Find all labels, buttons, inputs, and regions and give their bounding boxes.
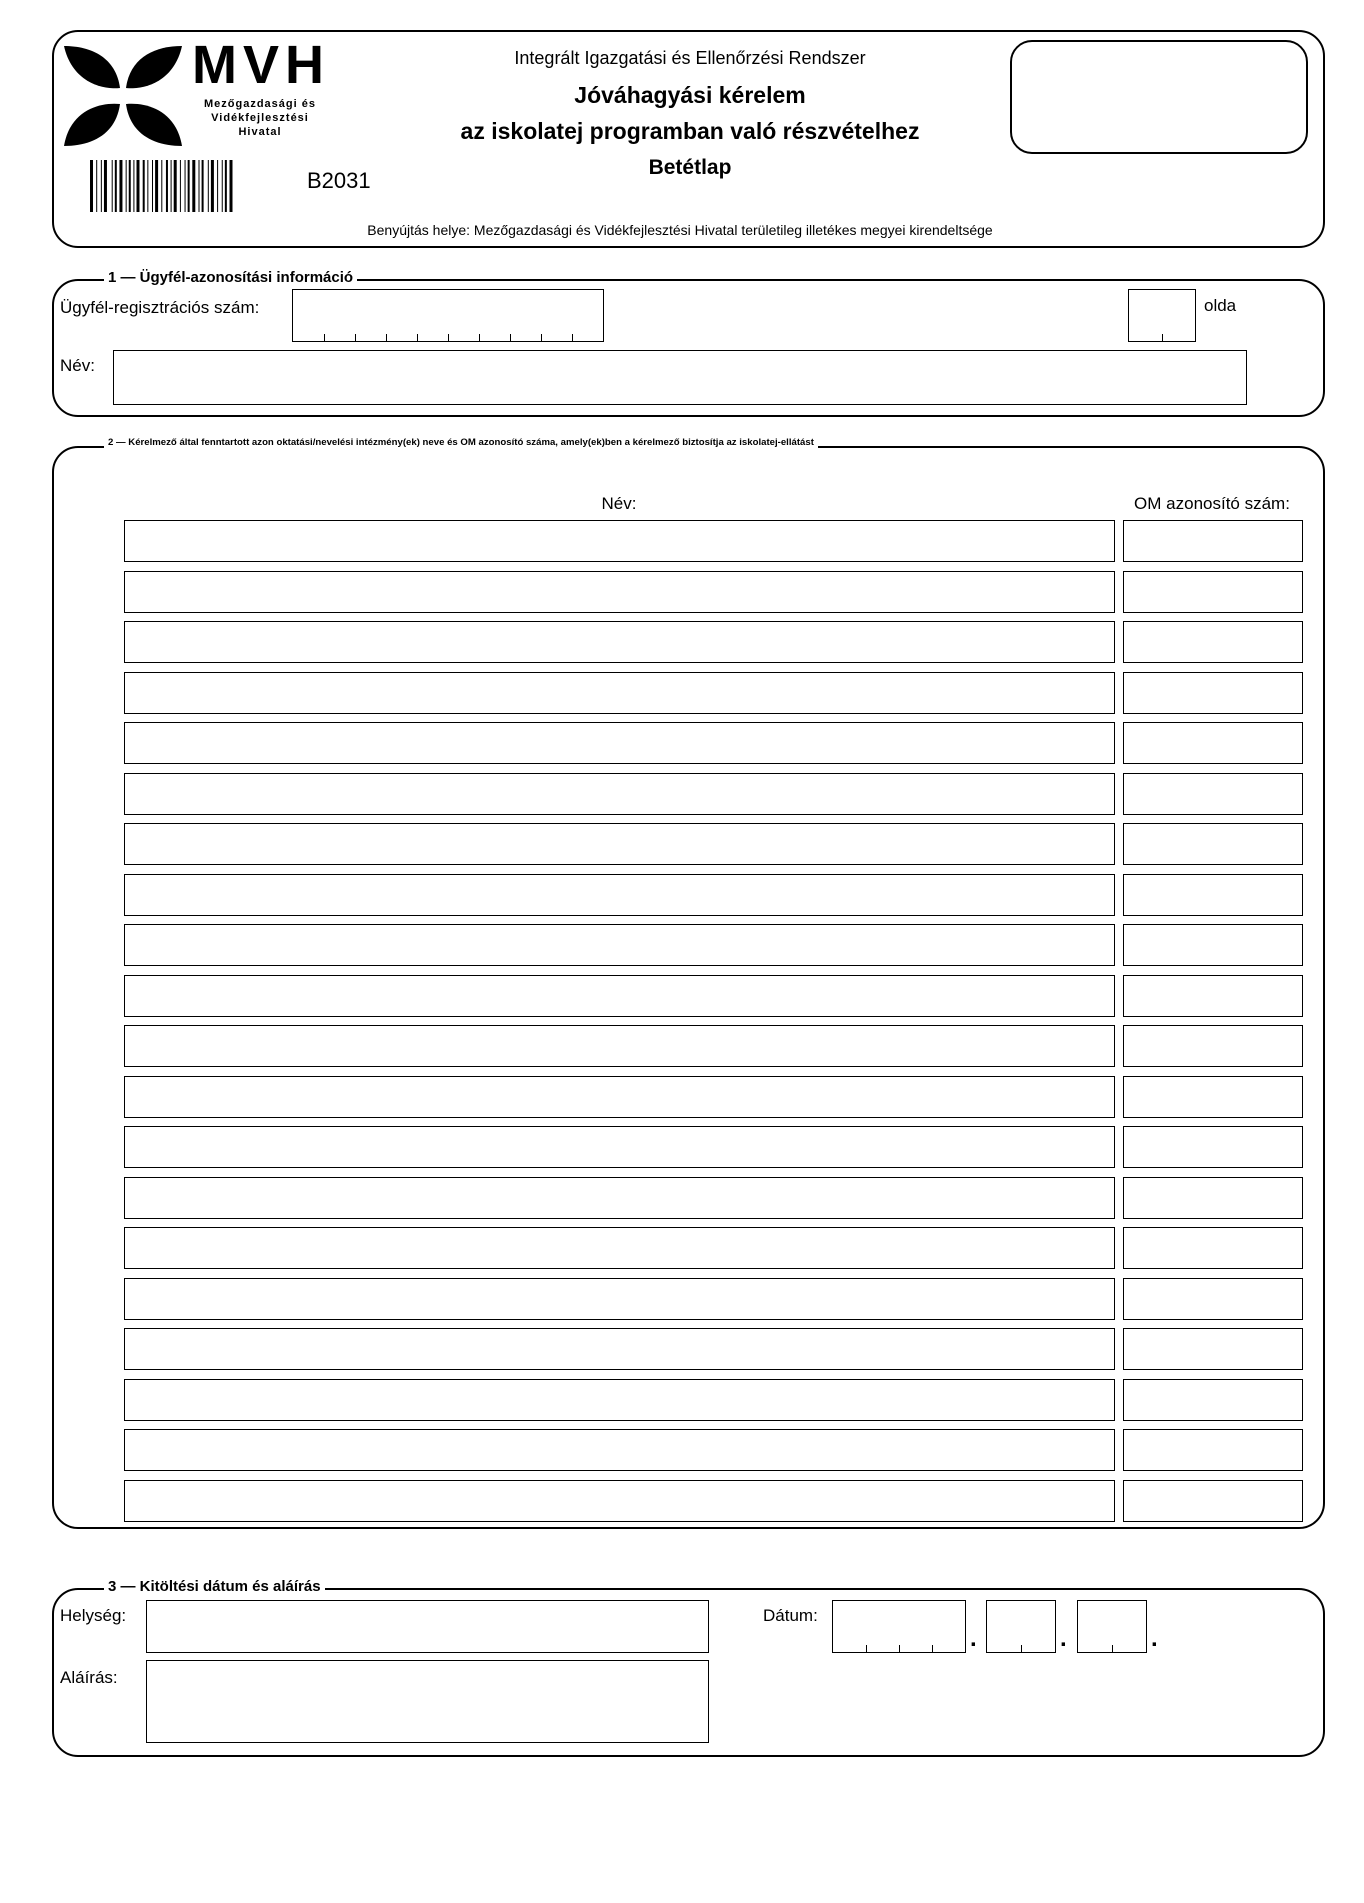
- comb-tick: [572, 334, 573, 341]
- barcode-bar: [90, 160, 93, 212]
- mvh-logo: [62, 35, 332, 149]
- barcode-bar: [166, 160, 168, 212]
- system-name: Integrált Igazgatási és Ellenőrzési Rendszer: [514, 48, 866, 68]
- page-label: olda: [1204, 296, 1237, 315]
- comb-tick: [932, 1645, 933, 1652]
- form-title-line2: az iskolatej programban való részvételhez: [460, 118, 920, 144]
- barcode-bar: [230, 160, 233, 212]
- barcode-bar: [137, 160, 140, 212]
- barcode-bar: [188, 160, 190, 212]
- institution-name-field[interactable]: [124, 975, 1115, 1017]
- submission-place: Benyújtás helye: Mezőgazdasági és Vidékfejlesztési Hivatal területileg illetékes megyei kirendeltsége: [367, 222, 993, 238]
- institution-name-field[interactable]: [124, 1429, 1115, 1471]
- barcode-bar: [133, 160, 134, 212]
- institution-name-field[interactable]: [124, 1227, 1115, 1269]
- om-id-field[interactable]: [1123, 722, 1303, 764]
- barcode-bar: [225, 160, 227, 212]
- comb-tick: [510, 334, 511, 341]
- om-id-field[interactable]: [1123, 1328, 1303, 1370]
- om-id-field[interactable]: [1123, 1126, 1303, 1168]
- comb-tick: [899, 1645, 900, 1652]
- institution-name-field[interactable]: [124, 1379, 1115, 1421]
- form-title-line1: Jóváhagyási kérelem: [574, 82, 806, 108]
- name-label: Név:: [60, 356, 95, 375]
- reg-number-label: Ügyfél-regisztrációs szám:: [60, 298, 260, 317]
- col-header-name: Név:: [601, 494, 637, 513]
- barcode-bar: [143, 160, 145, 212]
- institution-name-field[interactable]: [124, 1025, 1115, 1067]
- logo-line3: Hivatal: [238, 126, 282, 138]
- barcode-bar: [217, 160, 218, 212]
- date-label: Dátum:: [763, 1606, 818, 1625]
- form-code: B2031: [307, 168, 371, 193]
- barcode-bar: [101, 160, 102, 212]
- institution-name-field[interactable]: [124, 722, 1115, 764]
- institution-name-field[interactable]: [124, 1177, 1115, 1219]
- comb-tick: [448, 334, 449, 341]
- date-separator: .: [1151, 1625, 1158, 1652]
- om-id-field[interactable]: [1123, 1177, 1303, 1219]
- barcode-bar: [174, 160, 177, 212]
- barcode-bar: [115, 160, 117, 212]
- om-id-field[interactable]: [1123, 621, 1303, 663]
- date-month-field[interactable]: [986, 1600, 1056, 1653]
- comb-tick: [1162, 334, 1163, 341]
- om-id-field[interactable]: [1123, 874, 1303, 916]
- barcode-bar: [208, 160, 209, 212]
- om-id-field[interactable]: [1123, 975, 1303, 1017]
- date-year-field[interactable]: [832, 1600, 966, 1653]
- reg-number-field[interactable]: [292, 289, 604, 342]
- institution-name-field[interactable]: [124, 1480, 1115, 1522]
- place-label: Helység:: [60, 1606, 127, 1625]
- om-id-field[interactable]: [1123, 520, 1303, 562]
- barcode-bar: [112, 160, 113, 212]
- comb-tick: [417, 334, 418, 341]
- barcode-bar: [180, 160, 181, 212]
- barcode-bar: [161, 160, 162, 212]
- om-id-field[interactable]: [1123, 1278, 1303, 1320]
- om-id-field[interactable]: [1123, 571, 1303, 613]
- comb-tick: [541, 334, 542, 341]
- comb-tick: [324, 334, 325, 341]
- institution-name-field[interactable]: [124, 874, 1115, 916]
- mvh-leaf-icon: [62, 44, 184, 148]
- barcode-bar: [211, 160, 214, 212]
- comb-tick: [1112, 1645, 1113, 1652]
- barcode-bar: [126, 160, 127, 212]
- date-day-field[interactable]: [1077, 1600, 1147, 1653]
- place-field[interactable]: [146, 1600, 709, 1653]
- institution-name-field[interactable]: [124, 924, 1115, 966]
- date-separator: .: [1060, 1625, 1067, 1652]
- institution-name-field[interactable]: [124, 773, 1115, 815]
- barcode-bar: [199, 160, 200, 212]
- barcode-bar: [119, 160, 122, 212]
- om-id-field[interactable]: [1123, 773, 1303, 815]
- logo-line2: Vidékfejlesztési: [211, 112, 309, 124]
- om-id-field[interactable]: [1123, 1227, 1303, 1269]
- om-id-field[interactable]: [1123, 1379, 1303, 1421]
- page-number-field[interactable]: [1128, 289, 1196, 342]
- comb-tick: [866, 1645, 867, 1652]
- section1-legend: 1 — Ügyfél-azonosítási információ: [104, 270, 357, 285]
- section2-legend: 2 — Kérelmező által fenntartott azon oktatási/nevelési intézmény(ek) neve és OM azonosító száma, amely(ek)ben a kérelmező biztosítja az iskolatej-ellátást: [104, 438, 818, 448]
- barcode-bar: [185, 160, 186, 212]
- signature-label: Aláírás:: [60, 1668, 118, 1687]
- stamp-box[interactable]: [1010, 40, 1308, 154]
- om-id-field[interactable]: [1123, 1480, 1303, 1522]
- form-title-line3: Betétlap: [648, 156, 732, 179]
- om-id-field[interactable]: [1123, 924, 1303, 966]
- barcode-bar: [147, 160, 148, 212]
- barcode: [90, 160, 290, 212]
- institution-name-field[interactable]: [124, 520, 1115, 562]
- barcode-bar: [192, 160, 195, 212]
- institution-name-field[interactable]: [124, 1126, 1115, 1168]
- name-field[interactable]: [113, 350, 1247, 405]
- col-header-om: OM azonosító szám:: [1134, 494, 1290, 513]
- institution-name-field[interactable]: [124, 823, 1115, 865]
- institution-name-field[interactable]: [124, 672, 1115, 714]
- om-id-field[interactable]: [1123, 1076, 1303, 1118]
- signature-field[interactable]: [146, 1660, 709, 1743]
- institution-name-field[interactable]: [124, 621, 1115, 663]
- barcode-bar: [152, 160, 153, 212]
- comb-tick: [386, 334, 387, 341]
- institution-name-field[interactable]: [124, 1328, 1115, 1370]
- comb-tick: [1021, 1645, 1022, 1652]
- institution-name-field[interactable]: [124, 571, 1115, 613]
- barcode-bar: [129, 160, 131, 212]
- om-id-field[interactable]: [1123, 672, 1303, 714]
- section3-legend: 3 — Kitöltési dátum és aláírás: [104, 1579, 325, 1594]
- comb-tick: [479, 334, 480, 341]
- logo-acronym: MVH: [192, 35, 330, 95]
- barcode-bar: [155, 160, 158, 212]
- barcode-bar: [96, 160, 97, 212]
- date-separator: .: [970, 1625, 977, 1652]
- logo-line1: Mezőgazdasági és: [204, 98, 316, 110]
- barcode-bar: [171, 160, 172, 212]
- om-id-field[interactable]: [1123, 1429, 1303, 1471]
- comb-tick: [355, 334, 356, 341]
- om-id-field[interactable]: [1123, 1025, 1303, 1067]
- om-id-field[interactable]: [1123, 823, 1303, 865]
- institution-name-field[interactable]: [124, 1076, 1115, 1118]
- barcode-bar: [222, 160, 223, 212]
- institution-name-field[interactable]: [124, 1278, 1115, 1320]
- barcode-bar: [104, 160, 107, 212]
- barcode-bar: [202, 160, 204, 212]
